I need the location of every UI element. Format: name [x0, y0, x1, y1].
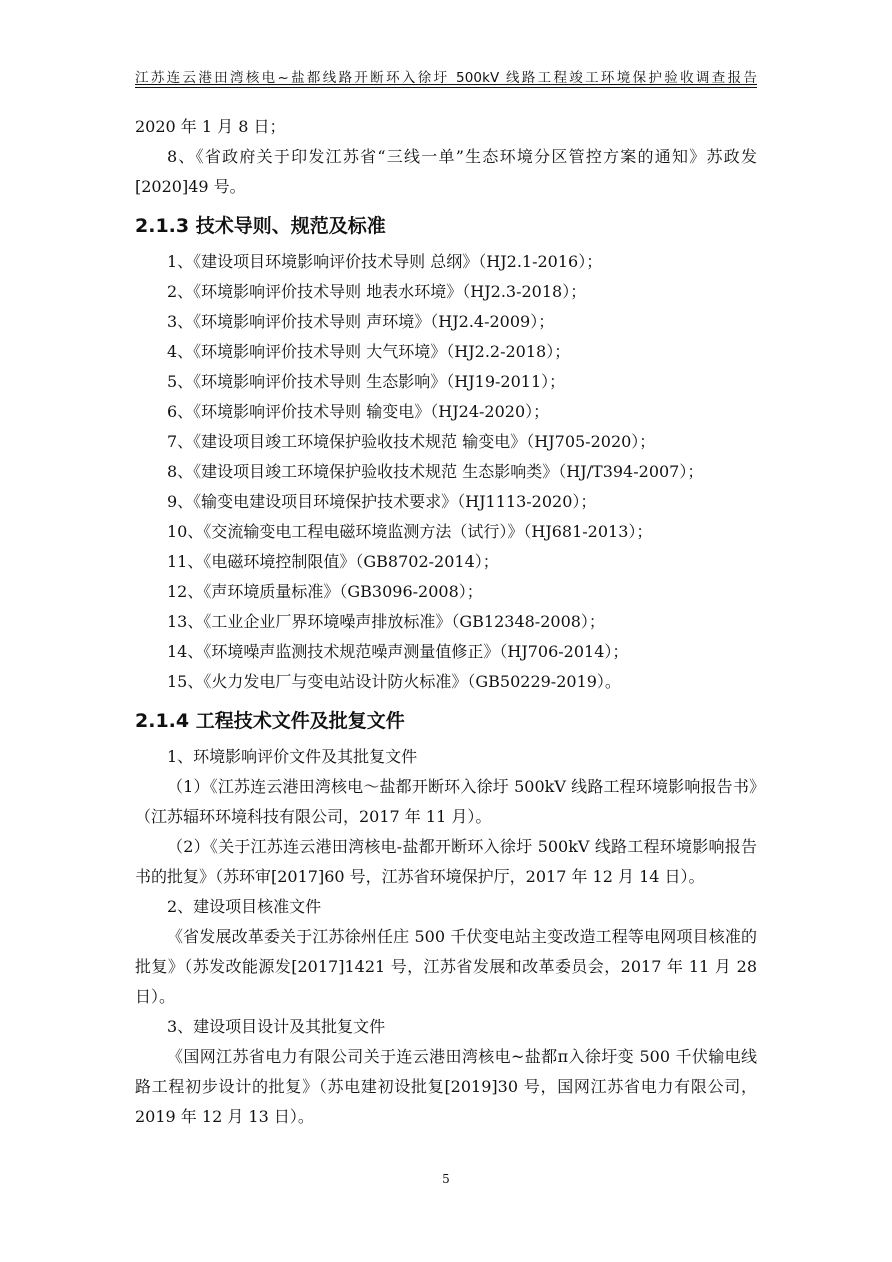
regulation-item-8: 8、《省政府关于印发江苏省“三线一单”生态环境分区管控方案的通知》苏政发[2020]49 号。: [135, 147, 757, 196]
subsection-title-eia: 1、环境影响评价文件及其批复文件: [167, 747, 418, 766]
subsection-title-approval: 2、建设项目核准文件: [167, 897, 322, 916]
standard-item: 11、《电磁环境控制限值》（GB8702-2014）；: [167, 552, 499, 571]
header-rule-thick: [135, 84, 757, 85]
standard-item: 10、《交流输变电工程电磁环境监测方法（试行）》（HJ681-2013）；: [167, 522, 653, 541]
standard-item: 2、《环境影响评价技术导则 地表水环境》（HJ2.3-2018）；: [167, 282, 587, 301]
section-heading-2-1-3: 2.1.3 技术导则、规范及标准: [135, 215, 386, 237]
standard-item: 8、《建设项目竣工环境保护验收技术规范 生态影响类》（HJ/T394-2007）；: [167, 462, 704, 481]
standard-item: 14、《环境噪声监测技术规范噪声测量值修正》（HJ706-2014）；: [167, 642, 629, 661]
header-rule-thin: [135, 87, 757, 88]
design-approval-entry: 《国网江苏省电力有限公司关于连云港田湾核电~盐都π入徐圩变 500 千伏输电线路工程初步设计的批复》（苏电建初设批复[2019]30 号，国网江苏省电力有限公司，2019 年 12 月 13 日）。: [135, 1047, 757, 1126]
continuation-line: 2020 年 1 月 8 日；: [135, 117, 286, 136]
project-approval-entry: 《省发展改革委关于江苏徐州任庄 500 千伏变电站主变改造工程等电网项目核准的批复》（苏发改能源发[2017]1421 号，江苏省发展和改革委员会，2017 年 11 月 28 日）。: [135, 927, 757, 1006]
standard-item: 13、《工业企业厂界环境噪声排放标准》（GB12348-2008）；: [167, 612, 605, 631]
standard-item: 3、《环境影响评价技术导则 声环境》（HJ2.4-2009）；: [167, 312, 555, 331]
standard-item: 6、《环境影响评价技术导则 输变电》（HJ24-2020）；: [167, 402, 550, 421]
standard-item: 12、《声环境质量标准》（GB3096-2008）；: [167, 582, 483, 601]
standard-item: 5、《环境影响评价技术导则 生态影响》（HJ19-2011）；: [167, 372, 566, 391]
eia-approval-entry: （2）《关于江苏连云港田湾核电-盐都开断环入徐圩 500kV 线路工程环境影响报告书的批复》（苏环审[2017]60 号，江苏省环境保护厅，2017 年 12 月 14 日）。: [135, 837, 757, 886]
section-heading-2-1-4: 2.1.4 工程技术文件及批复文件: [135, 710, 405, 732]
standard-item: 4、《环境影响评价技术导则 大气环境》（HJ2.2-2018）；: [167, 342, 571, 361]
standard-item: 7、《建设项目竣工环境保护验收技术规范 输变电》（HJ705-2020）；: [167, 432, 656, 451]
eia-report-entry: （1）《江苏连云港田湾核电～盐都开断环入徐圩 500kV 线路工程环境影响报告书》（江苏辐环环境科技有限公司，2017 年 11 月）。: [135, 777, 757, 826]
running-header: 江苏连云港田湾核电~盐都线路开断环入徐圩 500kV 线路工程竣工环境保护验收调查报告: [135, 70, 757, 86]
standard-item: 1、《建设项目环境影响评价技术导则 总纲》（HJ2.1-2016）；: [167, 252, 603, 271]
page-body: [135, 112, 757, 1132]
standard-item: 15、《火力发电厂与变电站设计防火标准》（GB50229-2019）。: [167, 672, 621, 691]
page-number: 5: [442, 1172, 450, 1186]
subsection-title-design: 3、建设项目设计及其批复文件: [167, 1017, 386, 1036]
standard-item: 9、《输变电建设项目环境保护技术要求》（HJ1113-2020）；: [167, 492, 597, 511]
